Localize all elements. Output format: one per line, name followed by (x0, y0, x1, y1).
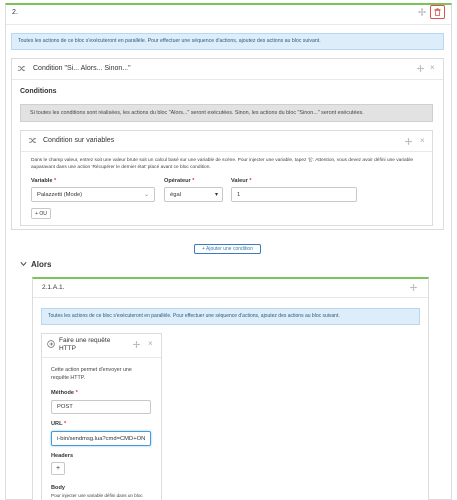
value-input[interactable]: 1 (231, 187, 357, 202)
condition-title: Condition "Si... Alors... Sinon..." (33, 65, 131, 72)
variable-select[interactable]: Palazzetti (Mode) ⌄ (31, 187, 155, 202)
variables-header-divider (21, 151, 432, 152)
close-icon[interactable]: × (430, 63, 435, 72)
alors-block-title: 2.1.A.1. (42, 284, 65, 291)
move-icon[interactable] (133, 341, 140, 350)
http-description: Cette action permet d'envoyer une requête HTTP. (51, 367, 132, 381)
body-label: Body (51, 485, 65, 491)
variables-title: Condition sur variables (43, 137, 115, 144)
move-icon[interactable] (405, 138, 412, 147)
http-title-line1: Faire une requête (59, 337, 111, 344)
variables-condition-block (20, 130, 433, 226)
method-label: Méthode * (51, 390, 78, 396)
http-title-line2: HTTP (59, 345, 76, 352)
close-icon[interactable]: × (420, 136, 425, 145)
or-button[interactable]: + OU (31, 208, 51, 219)
add-condition-button[interactable]: + Ajouter une condition (194, 244, 261, 254)
value-label: Valeur * (231, 178, 252, 184)
conditions-section-title: Conditions (20, 88, 57, 95)
url-label: URL * (51, 421, 67, 427)
block-2-info: Toutes les actions de ce bloc s'exécuteront en parallèle. Pour effectuer une séquence d'actions, ajoutez des actions au bloc suivant. (11, 33, 444, 50)
alors-title: Alors (31, 260, 52, 269)
variable-label: Variable * (31, 178, 57, 184)
url-input[interactable]: i-bin/sendmsg.lua?cmd=CMD+ON (51, 431, 151, 446)
block-2-header-divider (6, 24, 451, 25)
chevron-down-icon[interactable] (20, 261, 27, 269)
chevron-down-icon: ⌄ (143, 192, 149, 198)
http-header-divider (42, 357, 161, 358)
close-icon[interactable]: × (148, 339, 153, 348)
condition-header-divider (12, 79, 443, 80)
block-2-title: 2. (12, 9, 18, 16)
alors-info: Toutes les actions de ce bloc s'exécuteront en parallèle. Pour effectuer une séquence d'actions, ajoutez des actions au bloc suivant. (41, 308, 420, 325)
operator-label: Opérateur * (164, 178, 195, 184)
move-icon[interactable] (410, 284, 417, 293)
variables-help: Dans le champ valeur, entrez soit une valeur brute soit un calcul basé sur une variable de scène. Pour injecter une variable, tapez '{{'. Attention, vous devez avoir défini une variable auparavant dans une action 'Récupérer le dernier état' placé avant ce bloc condition. (31, 158, 414, 170)
shuffle-icon (18, 65, 25, 74)
add-header-button[interactable]: + (51, 462, 65, 475)
delete-block-button[interactable] (430, 5, 445, 19)
body-help: Pour injecter une variable défini dans un bloc (51, 493, 143, 498)
alors-header-divider (33, 297, 428, 298)
http-request-icon (47, 340, 55, 350)
move-icon[interactable] (418, 8, 426, 18)
move-icon[interactable] (417, 65, 424, 74)
headers-label: Headers (51, 453, 74, 459)
method-input[interactable]: POST (51, 400, 151, 414)
trash-icon (434, 8, 441, 16)
chevron-down-icon: ▾ (214, 192, 218, 198)
operator-select[interactable]: égal ▾ (164, 187, 223, 202)
conditions-info: Si toutes les conditions sont réalisées, les actions du bloc "Alors..." seront exécutées. Sinon, les actions du bloc "Sinon..." seront exécutées. (20, 104, 433, 122)
shuffle-icon (29, 137, 36, 146)
